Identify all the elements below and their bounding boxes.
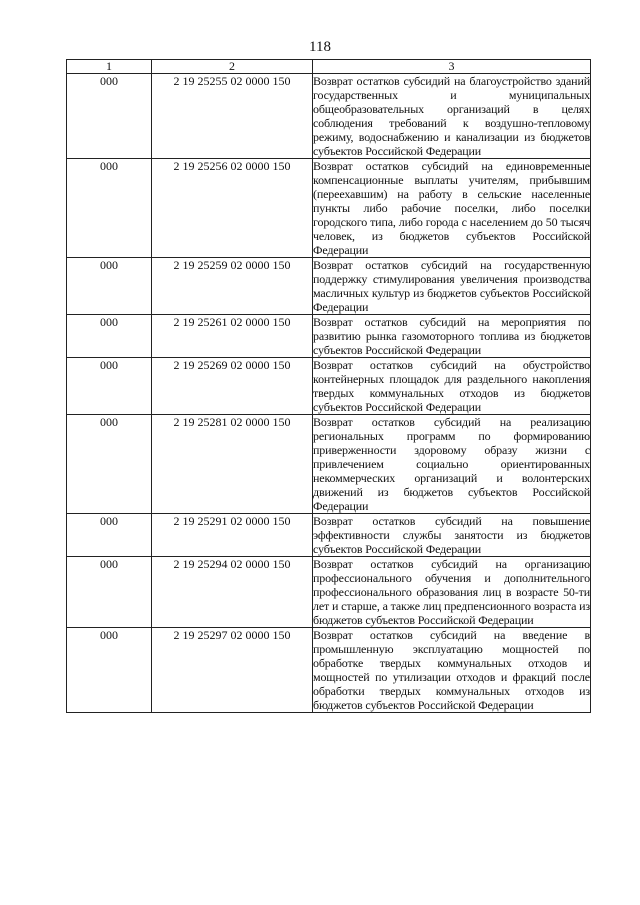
budget-code-cell: 2 19 25261 02 0000 150	[152, 315, 313, 358]
table-row	[67, 557, 591, 628]
description-cell	[313, 358, 591, 415]
admin-code-cell: 000	[67, 628, 152, 713]
description-text: Возврат остатков субсидий на организацию профессионального обучения и дополнительного профессионального образования лиц в возрасте 50-ти лет и старше, а также лиц предпенсионного возраста из бюджетов субъектов Российской Федерации	[313, 557, 590, 627]
page-number: 118	[309, 39, 331, 55]
admin-code-cell: 000	[67, 415, 152, 514]
budget-code-table	[66, 59, 591, 713]
column-header-3: 3	[313, 60, 591, 74]
table-row	[67, 258, 591, 315]
table-row	[67, 514, 591, 557]
description-cell	[313, 628, 591, 713]
admin-code-cell: 000	[67, 358, 152, 415]
admin-code-cell: 000	[67, 315, 152, 358]
admin-code-cell: 000	[67, 159, 152, 258]
description-cell	[313, 514, 591, 557]
description-cell	[313, 315, 591, 358]
budget-code-cell: 2 19 25291 02 0000 150	[152, 514, 313, 557]
description-cell	[313, 74, 591, 159]
admin-code-cell: 000	[67, 557, 152, 628]
budget-code-cell: 2 19 25281 02 0000 150	[152, 415, 313, 514]
table-row	[67, 415, 591, 514]
description-text: Возврат остатков субсидий на повышение эффективности службы занятости из бюджетов субъектов Российской Федерации	[313, 514, 590, 556]
table-row	[67, 628, 591, 713]
description-text: Возврат остатков субсидий на благоустройство зданий государственных и муниципальных общеобразовательных организаций в целях соблюдения требований к воздушно-тепловому режиму, водоснабжению и канализации из бюджетов субъектов Российской Федерации	[313, 74, 590, 158]
table-row	[67, 315, 591, 358]
column-header-1: 1	[67, 60, 152, 74]
admin-code-cell: 000	[67, 258, 152, 315]
table-header-row	[67, 60, 591, 74]
description-text: Возврат остатков субсидий на государственную поддержку стимулирования увеличения производства масличных культур из бюджетов субъектов Российской Федерации	[313, 258, 590, 314]
budget-code-cell: 2 19 25294 02 0000 150	[152, 557, 313, 628]
table-row	[67, 74, 591, 159]
description-text: Возврат остатков субсидий на введение в промышленную эксплуатацию мощностей по обработке твердых коммунальных отходов и мощностей по утилизации отходов и фракций после обработки твердых коммунальных отходов из бюджетов субъектов Российской Федерации	[313, 628, 590, 712]
budget-code-cell: 2 19 25259 02 0000 150	[152, 258, 313, 315]
description-cell	[313, 557, 591, 628]
table-row	[67, 358, 591, 415]
budget-code-cell: 2 19 25269 02 0000 150	[152, 358, 313, 415]
description-text: Возврат остатков субсидий на реализацию региональных программ по формированию приверженности здоровому образу жизни с привлечением социально ориентированных некоммерческих организаций и волонтерских движений из бюджетов субъектов Российской Федерации	[313, 415, 590, 513]
column-header-2: 2	[152, 60, 313, 74]
admin-code-cell: 000	[67, 514, 152, 557]
budget-code-cell: 2 19 25297 02 0000 150	[152, 628, 313, 713]
description-text: Возврат остатков субсидий на обустройство контейнерных площадок для раздельного накопления твердых коммунальных отходов из бюджетов субъектов Российской Федерации	[313, 358, 590, 414]
description-cell	[313, 415, 591, 514]
table-row	[67, 159, 591, 258]
description-text: Возврат остатков субсидий на единовременные компенсационные выплаты учителям, прибывшим (переехавшим) на работу в сельские населенные пункты либо рабочие поселки, либо поселки городского типа, либо города с населением до 50 тысяч человек, из бюджетов субъектов Российской Федерации	[313, 159, 590, 257]
description-cell	[313, 159, 591, 258]
budget-code-cell: 2 19 25256 02 0000 150	[152, 159, 313, 258]
admin-code-cell: 000	[67, 74, 152, 159]
description-cell	[313, 258, 591, 315]
description-text: Возврат остатков субсидий на мероприятия по развитию рынка газомоторного топлива из бюджетов субъектов Российской Федерации	[313, 315, 590, 357]
budget-code-cell: 2 19 25255 02 0000 150	[152, 74, 313, 159]
